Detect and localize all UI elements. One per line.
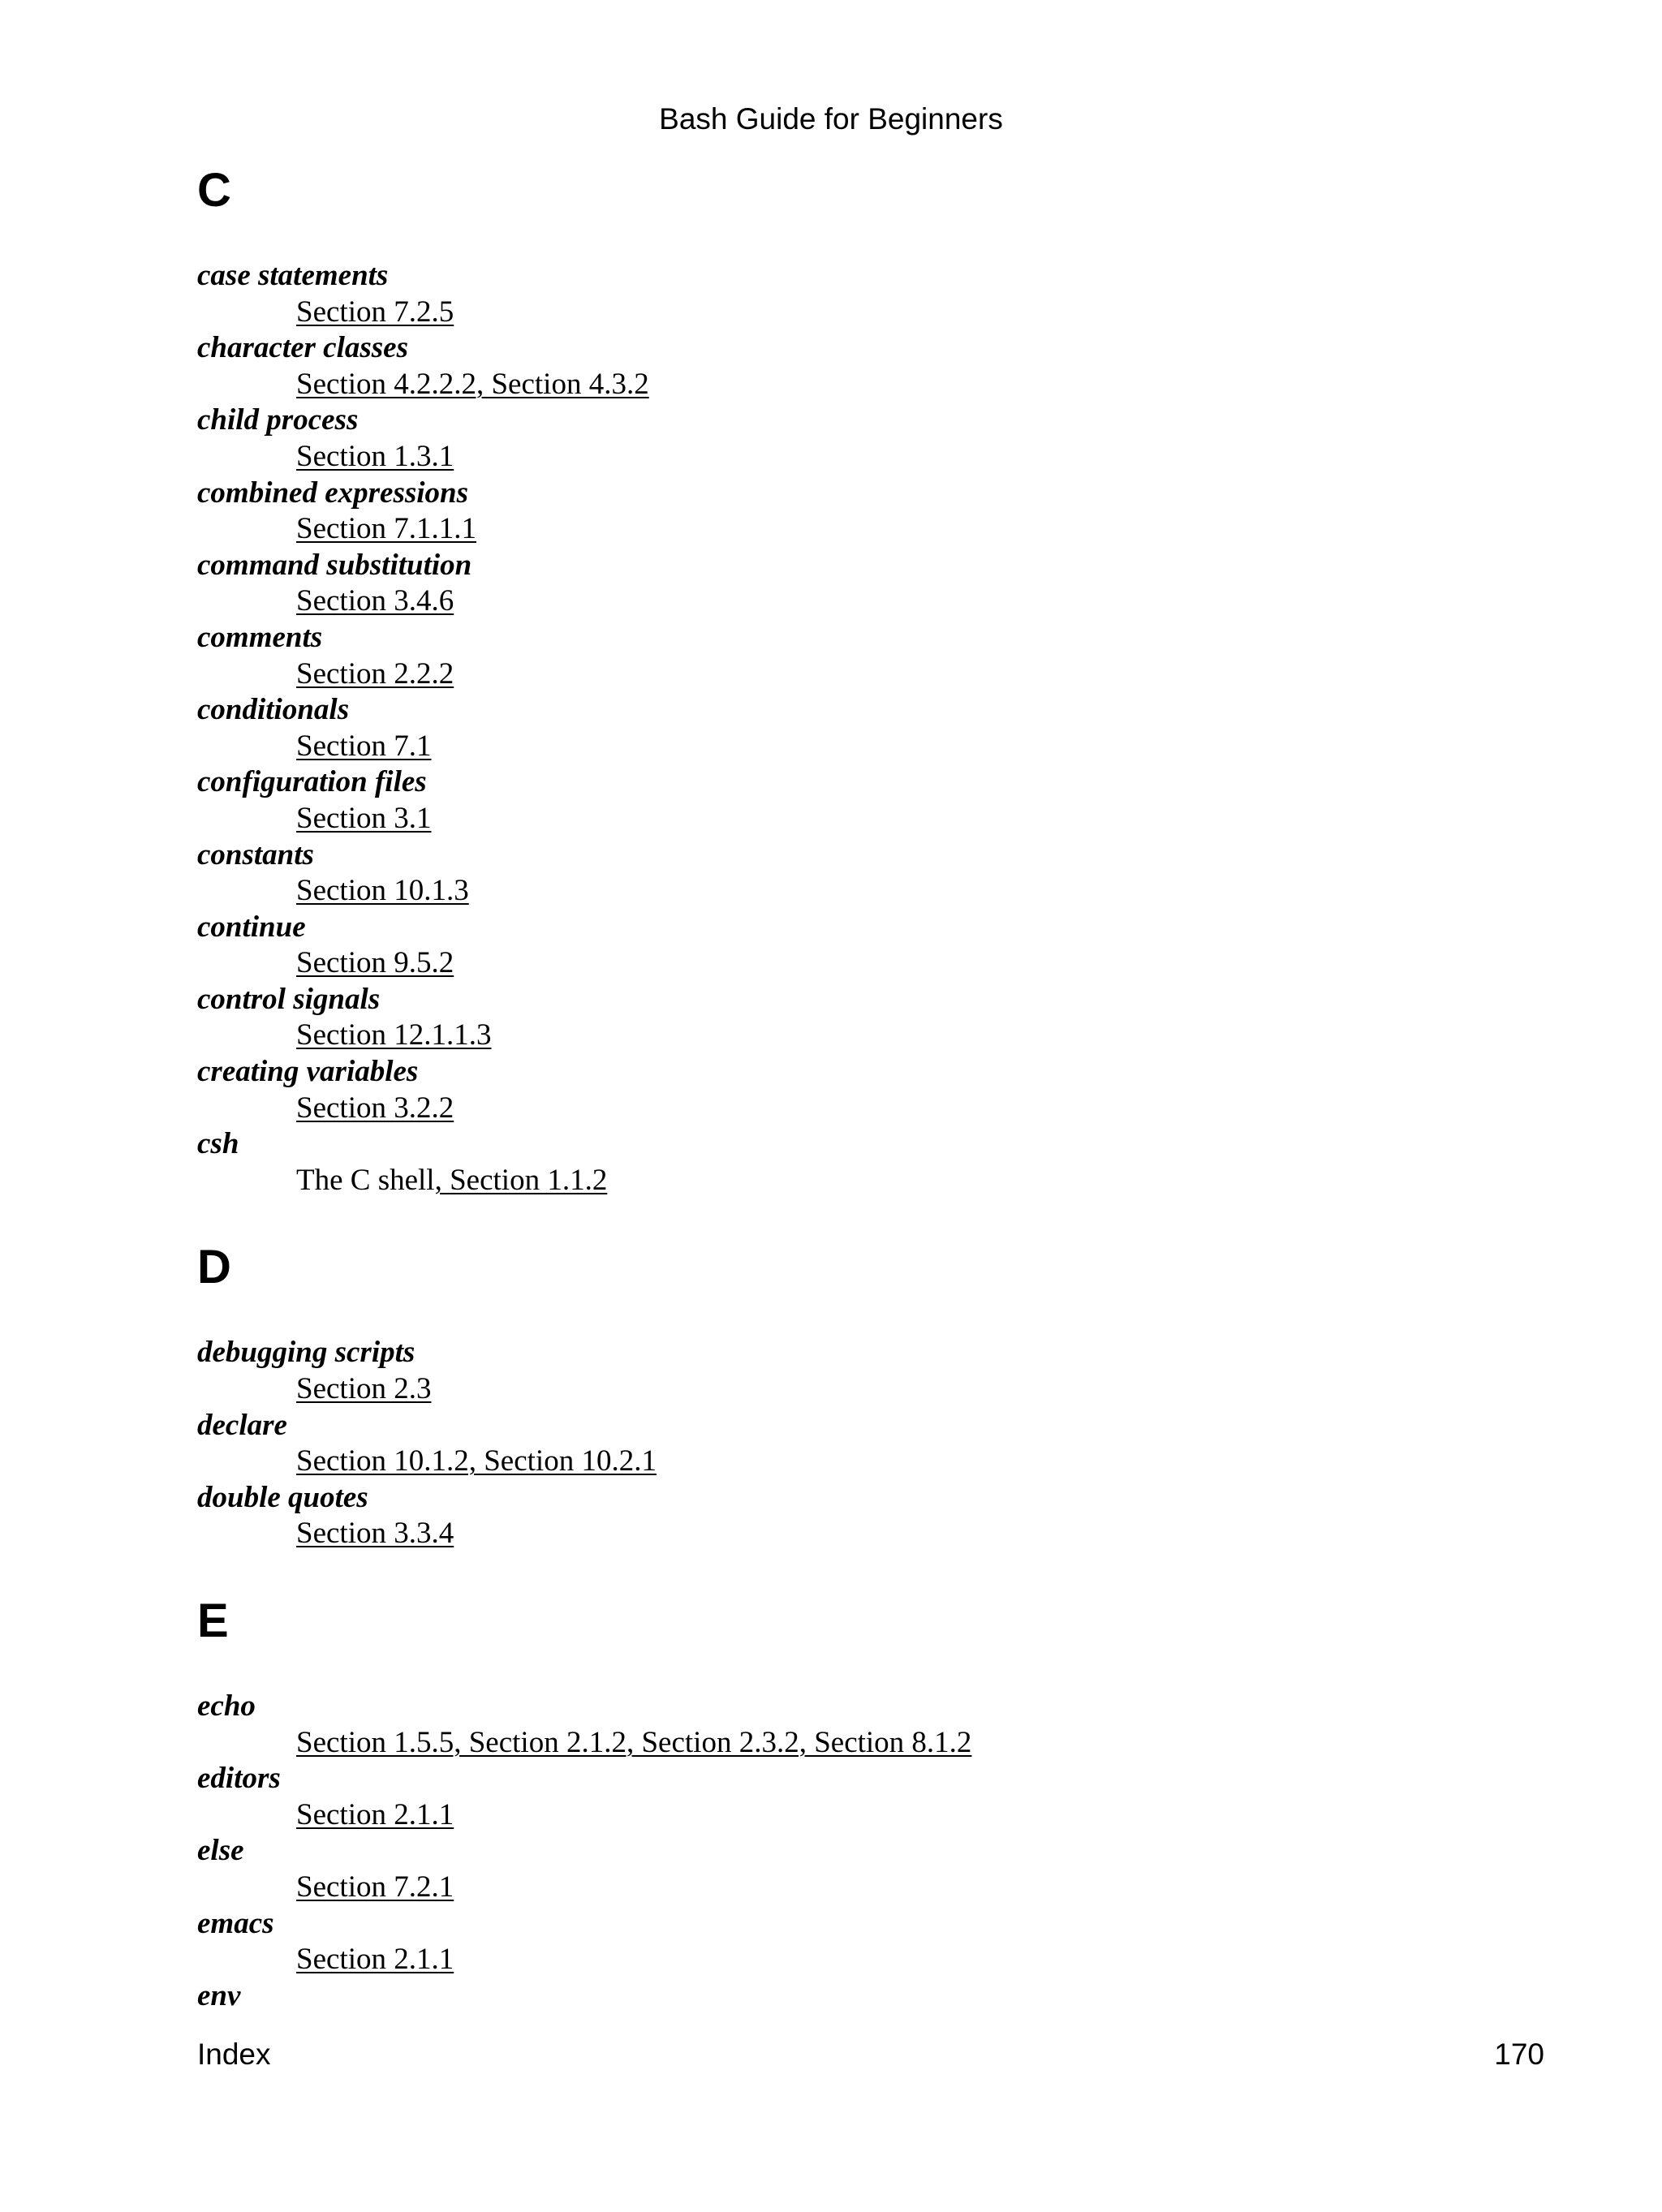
index-term: env — [197, 1978, 241, 2012]
index-letter-heading: E — [197, 1594, 229, 1647]
index-references — [197, 1163, 1544, 1199]
index-term: else — [197, 1834, 244, 1868]
section-link[interactable]: Section 10.1.3 — [296, 874, 469, 908]
index-term: child process — [197, 403, 359, 437]
section-link[interactable]: Section 7.1 — [296, 729, 432, 763]
index-term: constants — [197, 837, 314, 871]
section-link[interactable]: Section 1.5.5, Section 2.1.2, Section 2.3.2, Section 8.1.2 — [296, 1725, 972, 1759]
section-link[interactable]: Section 10.1.2, Section 10.2.1 — [296, 1444, 657, 1478]
section-link[interactable]: Section 2.1.1 — [296, 1943, 454, 1977]
section-link[interactable]: Section 12.1.1.3 — [296, 1018, 492, 1052]
section-link[interactable]: Section 4.2.2.2, Section 4.3.2 — [296, 367, 649, 401]
index-term: emacs — [197, 1906, 274, 1940]
index-references — [197, 439, 1544, 476]
index-references — [197, 1371, 1544, 1408]
index-references — [197, 1797, 1544, 1834]
section-spacer — [197, 1552, 1544, 1593]
index-term: continue — [197, 910, 306, 944]
section-link[interactable]: Section 2.3 — [296, 1372, 432, 1406]
footer-section-name: Index — [197, 2038, 271, 2071]
index-references — [197, 1018, 1544, 1054]
index-references — [197, 367, 1544, 403]
section-link[interactable]: Section 9.5.2 — [296, 946, 454, 980]
section-spacer — [197, 1199, 1544, 1239]
index-term: command substitution — [197, 548, 472, 582]
index-references — [197, 1942, 1544, 1978]
section-link[interactable]: Section 7.1.1.1 — [296, 512, 476, 546]
index-references — [197, 1444, 1544, 1480]
index-term: declare — [197, 1408, 287, 1442]
index-references — [197, 801, 1544, 837]
section-link[interactable]: , Section 1.1.2 — [434, 1163, 608, 1197]
index-references — [197, 945, 1544, 982]
section-link[interactable]: Section 3.1 — [296, 801, 432, 835]
index-term: debugging scripts — [197, 1336, 416, 1370]
index-references — [197, 1091, 1544, 1127]
index-references — [197, 1870, 1544, 1906]
section-link[interactable]: Section 2.1.1 — [296, 1797, 454, 1831]
index-term: comments — [197, 620, 323, 654]
index-term: conditionals — [197, 693, 350, 727]
section-link[interactable]: Section 3.3.4 — [296, 1517, 454, 1551]
index-term: character classes — [197, 331, 408, 365]
index-references — [197, 583, 1544, 620]
index-term: configuration files — [197, 765, 427, 799]
index-references — [197, 511, 1544, 548]
letter-spacer — [197, 219, 1544, 258]
page-header — [0, 101, 1662, 137]
index-references — [197, 1725, 1544, 1762]
section-link[interactable]: Section 2.2.2 — [296, 656, 454, 691]
index-term: control signals — [197, 982, 381, 1016]
index-references — [197, 656, 1544, 693]
index-letter-heading: D — [197, 1241, 231, 1294]
index-term: editors — [197, 1762, 281, 1796]
index-term: csh — [197, 1127, 239, 1161]
page-number: 170 — [1494, 2038, 1544, 2071]
index-letter-heading: C — [197, 164, 231, 217]
section-link[interactable]: Section 1.3.1 — [296, 439, 454, 473]
index-references — [197, 729, 1544, 765]
index-references — [197, 873, 1544, 910]
index-references — [197, 1516, 1544, 1552]
letter-spacer — [197, 1296, 1544, 1335]
document-title: Bash Guide for Beginners — [659, 102, 1003, 136]
index-term: combined expressions — [197, 476, 469, 510]
index-term: double quotes — [197, 1480, 368, 1514]
index-content — [197, 162, 1544, 2014]
index-references — [197, 295, 1544, 331]
index-term: echo — [197, 1689, 256, 1723]
section-link[interactable]: Section 7.2.1 — [296, 1870, 454, 1904]
reference-text: The C shell — [296, 1163, 435, 1197]
index-term: case statements — [197, 259, 389, 292]
section-link[interactable]: Section 7.2.5 — [296, 295, 454, 329]
section-link[interactable]: Section 3.4.6 — [296, 584, 454, 618]
index-term: creating variables — [197, 1055, 419, 1089]
letter-spacer — [197, 1650, 1544, 1689]
section-link[interactable]: Section 3.2.2 — [296, 1091, 454, 1125]
